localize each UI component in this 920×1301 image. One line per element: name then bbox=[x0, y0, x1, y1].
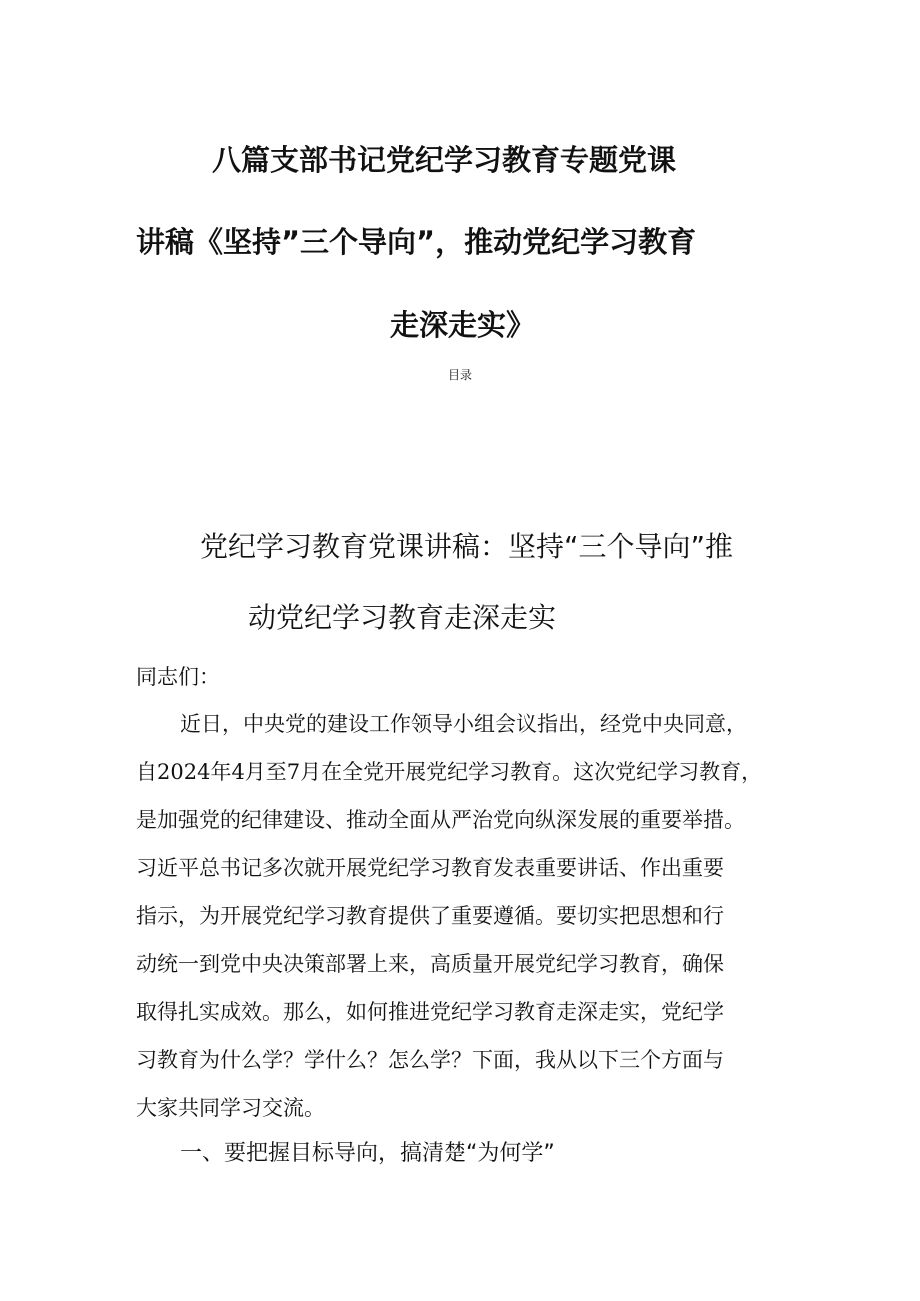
table-of-contents-label: 目录 bbox=[448, 368, 473, 382]
paragraph-line: 习近平总书记多次就开展党纪学习教育发表重要讲话、作出重要 bbox=[136, 856, 724, 880]
paragraph-line: 自2024年4月至7月在全党开展党纪学习教育。这次党纪学习教育， bbox=[136, 760, 763, 784]
section-heading: 一、要把握目标导向，搞清楚“为何学” bbox=[180, 1141, 555, 1166]
paragraph-line: 动统一到党中央决策部署上来，高质量开展党纪学习教育，确保 bbox=[136, 952, 724, 976]
paragraph-line: 近日，中央党的建设工作领导小组会议指出，经党中央同意， bbox=[180, 712, 747, 736]
paragraph-line: 指示，为开展党纪学习教育提供了重要遵循。要切实把思想和行 bbox=[136, 904, 724, 928]
document-title-line-1: 八篇支部书记党纪学习教育专题党课 bbox=[212, 143, 677, 177]
article-heading-line-1: 党纪学习教育党课讲稿：坚持“三个导向”推 bbox=[200, 530, 734, 563]
paragraph-line: 是加强党的纪律建设、推动全面从严治党向纵深发展的重要举措。 bbox=[136, 808, 745, 832]
salutation: 同志们： bbox=[136, 665, 220, 689]
paragraph-line: 习教育为什么学？学什么？怎么学？下面，我从以下三个方面与 bbox=[136, 1048, 724, 1072]
paragraph-line: 取得扎实成效。那么，如何推进党纪学习教育走深走实，党纪学 bbox=[136, 1000, 724, 1024]
article-heading-line-2: 动党纪学习教育走深走实 bbox=[248, 601, 557, 634]
document-title-line-3: 走深走实》 bbox=[390, 308, 536, 342]
document-title-line-2: 讲稿《坚持”三个导向”，推动党纪学习教育 bbox=[136, 225, 697, 259]
paragraph-line: 大家共同学习交流。 bbox=[136, 1096, 325, 1120]
